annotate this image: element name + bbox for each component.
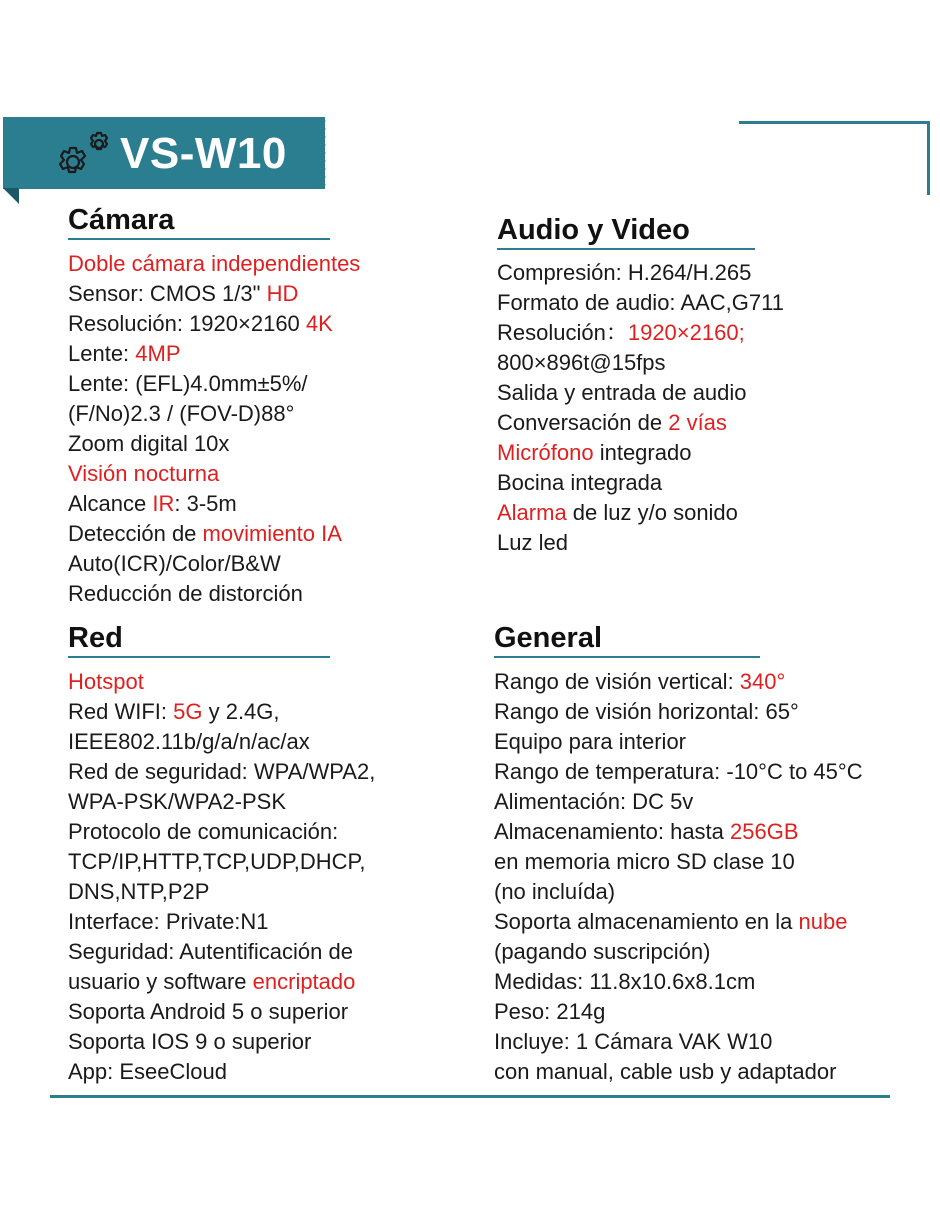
spec-text: Equipo para interior [494, 729, 687, 754]
spec-line [497, 288, 784, 318]
spec-line [494, 787, 863, 817]
spec-text: Reducción de distorción [68, 581, 303, 606]
highlighted-text: 1920×2160; [627, 320, 745, 345]
spec-text: IEEE802.11b/g/a/n/ac/ax [68, 729, 310, 754]
spec-text: en memoria micro SD clase 10 [494, 849, 795, 874]
spec-text: Peso: 214g [494, 999, 606, 1024]
spec-line [494, 727, 863, 757]
banner-serrated-edge [318, 117, 328, 189]
spec-text: Formato de audio: AAC,G711 [497, 290, 784, 315]
spec-line [68, 279, 360, 309]
spec-text: WPA-PSK/WPA2-PSK [68, 789, 287, 814]
spec-text: (F/No)2.3 / (FOV-D)88° [68, 401, 295, 426]
spec-line [68, 877, 375, 907]
spec-line [494, 937, 863, 967]
spec-text: Rango de visión horizontal: 65° [494, 699, 799, 724]
spec-text: Incluye: 1 Cámara VAK W10 [494, 1029, 773, 1054]
spec-text: Zoom digital 10x [68, 431, 230, 456]
highlighted-text: encriptado [252, 969, 356, 994]
product-title: VS-W10 [120, 129, 287, 178]
spec-line [68, 697, 375, 727]
highlighted-text: 4MP [135, 341, 181, 366]
spec-line [497, 438, 784, 468]
spec-text: TCP/IP,HTTP,TCP,UDP,DHCP, [68, 849, 366, 874]
section-title: General [494, 621, 760, 658]
highlighted-text: Visión nocturna [68, 461, 220, 486]
spec-line [68, 249, 360, 279]
spec-line [494, 997, 863, 1027]
highlighted-text: Doble cámara independientes [68, 251, 361, 276]
spec-text: Lente: [68, 341, 136, 366]
spec-text: Protocolo de comunicación: [68, 819, 339, 844]
spec-line [497, 468, 784, 498]
spec-text: Luz led [497, 530, 568, 555]
spec-text: DNS,NTP,P2P [68, 879, 210, 904]
spec-text: 800×896t@15fps [497, 350, 666, 375]
spec-text: Alimentación: DC 5v [494, 789, 694, 814]
section-general [494, 621, 863, 1087]
spec-line [68, 967, 375, 997]
spec-line [68, 997, 375, 1027]
spec-line [494, 847, 863, 877]
spec-line [494, 1027, 863, 1057]
spec-text: Red de seguridad: WPA/WPA2, [68, 759, 376, 784]
spec-line [68, 787, 375, 817]
spec-text: Medidas: 11.8x10.6x8.1cm [494, 969, 756, 994]
spec-text: y 2.4G, [202, 699, 280, 724]
spec-line [68, 519, 360, 549]
spec-text: Soporta almacenamiento en la [494, 909, 799, 934]
spec-line [68, 727, 375, 757]
corner-frame-top [739, 121, 930, 124]
spec-line [68, 1027, 375, 1057]
spec-line [68, 309, 360, 339]
spec-text: (no incluída) [494, 879, 616, 904]
spec-line [68, 907, 375, 937]
spec-text: con manual, cable usb y adaptador [494, 1059, 837, 1084]
highlighted-text: 5G [173, 699, 203, 724]
spec-text: usuario y software [68, 969, 253, 994]
spec-line [68, 459, 360, 489]
highlighted-text: 2 vías [668, 410, 727, 435]
spec-text: Detección de [68, 521, 203, 546]
highlighted-text: movimiento IA [202, 521, 342, 546]
spec-text: (pagando suscripción) [494, 939, 711, 964]
spec-line [68, 817, 375, 847]
spec-text: Conversación de [497, 410, 669, 435]
section-title: Red [68, 621, 330, 658]
spec-text: Interface: Private:N1 [68, 909, 269, 934]
spec-line [497, 498, 784, 528]
section-title: Audio y Video [497, 213, 755, 250]
spec-text: Sensor: CMOS 1/3" [68, 281, 267, 306]
spec-text: App: EseeCloud [68, 1059, 227, 1084]
spec-line [497, 258, 784, 288]
spec-line [68, 369, 360, 399]
spec-text: Bocina integrada [497, 470, 663, 495]
spec-line [494, 697, 863, 727]
spec-line [68, 757, 375, 787]
section-camara [68, 203, 360, 609]
spec-text: Seguridad: Autentificación de [68, 939, 353, 964]
spec-line [68, 847, 375, 877]
spec-line [68, 667, 375, 697]
bottom-divider [50, 1095, 890, 1098]
spec-text: Auto(ICR)/Color/B&W [68, 551, 281, 576]
highlighted-text: Alarma [497, 500, 567, 525]
spec-line [497, 348, 784, 378]
spec-line [68, 1057, 375, 1087]
spec-text: Rango de visión vertical: [494, 669, 740, 694]
section-title: Cámara [68, 203, 330, 240]
highlighted-text: 340° [739, 669, 786, 694]
highlighted-text: 256GB [730, 819, 799, 844]
gears-icon [44, 124, 114, 186]
spec-line [497, 528, 784, 558]
spec-text: Soporta Android 5 o superior [68, 999, 349, 1024]
spec-text: Lente: (EFL)4.0mm±5%/ [68, 371, 308, 396]
spec-line [497, 378, 784, 408]
spec-line [494, 967, 863, 997]
highlighted-text: 4K [305, 311, 333, 336]
spec-text: Resolución： [497, 320, 628, 345]
spec-text: Almacenamiento: hasta [494, 819, 731, 844]
spec-line [68, 579, 360, 609]
spec-text: Red WIFI: [68, 699, 174, 724]
spec-line [494, 907, 863, 937]
spec-line [68, 549, 360, 579]
spec-line [494, 757, 863, 787]
spec-text: Rango de temperatura: -10°C to 45°C [494, 759, 863, 784]
highlighted-text: HD [266, 281, 299, 306]
spec-text: Resolución: 1920×2160 [68, 311, 306, 336]
spec-text: : 3-5m [174, 491, 237, 516]
spec-text: Compresión: H.264/H.265 [497, 260, 752, 285]
spec-line [497, 408, 784, 438]
spec-text: Soporta IOS 9 o superior [68, 1029, 312, 1054]
highlighted-text: nube [798, 909, 848, 934]
spec-line [68, 489, 360, 519]
spec-text: integrado [593, 440, 692, 465]
spec-text: de luz y/o sonido [566, 500, 738, 525]
spec-line [68, 937, 375, 967]
spec-line [494, 667, 863, 697]
section-audio-video [497, 213, 784, 558]
spec-line [494, 817, 863, 847]
banner-fold [3, 188, 19, 204]
spec-line [494, 877, 863, 907]
spec-line [68, 399, 360, 429]
spec-line [497, 318, 784, 348]
section-red [68, 621, 375, 1087]
highlighted-text: Hotspot [68, 669, 144, 694]
spec-text: Salida y entrada de audio [497, 380, 747, 405]
spec-line [68, 429, 360, 459]
spec-line [494, 1057, 863, 1087]
spec-line [68, 339, 360, 369]
highlighted-text: IR [152, 491, 175, 516]
corner-frame-right [927, 121, 930, 195]
spec-text: Alcance [68, 491, 153, 516]
highlighted-text: Micrófono [497, 440, 594, 465]
